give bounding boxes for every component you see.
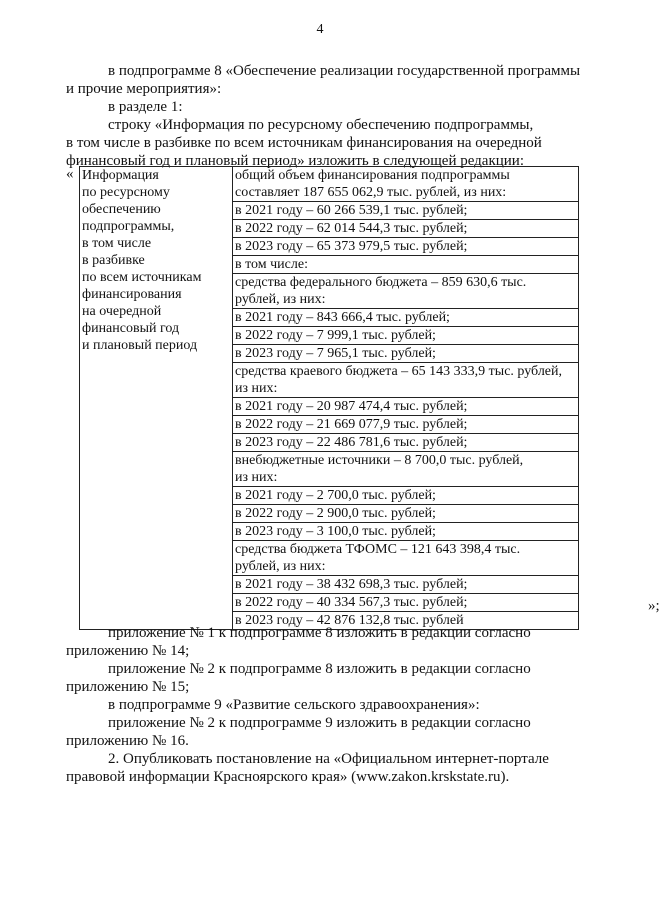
intro-line-2: и прочие мероприятия»: bbox=[66, 81, 222, 97]
right-line: рублей, из них: bbox=[233, 558, 578, 576]
after-p2-line1: приложение № 2 к подпрограмме 8 изложить в редакции согласно bbox=[108, 661, 531, 677]
intro-block bbox=[66, 62, 586, 170]
intro-line-3: в разделе 1: bbox=[108, 99, 183, 115]
right-line: в 2023 году – 42 876 132,8 тыс. рублей bbox=[235, 613, 464, 628]
left-line: и плановый период bbox=[82, 338, 198, 353]
right-line: общий объем финансирования подпрограммы bbox=[235, 168, 510, 183]
right-line: в 2022 году – 62 014 544,3 тыс. рублей; bbox=[233, 220, 578, 238]
after-p4-line1: приложение № 2 к подпрограмме 9 изложить в редакции согласно bbox=[108, 715, 531, 731]
right-line: средства федерального бюджета – 859 630,6 тыс. bbox=[235, 275, 527, 290]
resource-table bbox=[79, 166, 579, 630]
right-line: средства краевого бюджета – 65 143 333,9 тыс. рублей, bbox=[235, 364, 563, 379]
after-block bbox=[66, 624, 586, 786]
right-line: в 2023 году – 65 373 979,5 тыс. рублей; bbox=[233, 238, 578, 256]
right-line: в 2022 году – 7 999,1 тыс. рублей; bbox=[233, 327, 578, 345]
left-line: финансовый год bbox=[82, 321, 180, 336]
right-line: в 2023 году – 22 486 781,6 тыс. рублей; bbox=[233, 434, 578, 452]
after-p3: в подпрограмме 9 «Развитие сельского здравоохранения»: bbox=[108, 697, 480, 713]
right-line: в 2021 году – 843 666,4 тыс. рублей; bbox=[233, 309, 578, 327]
table-row bbox=[80, 167, 579, 630]
right-line: в 2023 году – 7 965,1 тыс. рублей; bbox=[233, 345, 578, 363]
after-p1-line1: приложение № 1 к подпрограмме 8 изложить в редакции согласно bbox=[108, 625, 531, 641]
right-line: рублей, из них: bbox=[233, 291, 578, 309]
after-p2-line2: приложению № 15; bbox=[66, 679, 190, 695]
right-line: из них: bbox=[233, 469, 578, 487]
right-line: в 2022 году – 2 900,0 тыс. рублей; bbox=[233, 505, 578, 523]
right-line: в 2021 году – 20 987 474,4 тыс. рублей; bbox=[233, 398, 578, 416]
right-line: в 2022 году – 40 334 567,3 тыс. рублей; bbox=[233, 594, 578, 612]
after-p4-line2: приложению № 16. bbox=[66, 733, 189, 749]
right-line: в 2022 году – 21 669 077,9 тыс. рублей; bbox=[233, 416, 578, 434]
intro-line-6: финансовый год и плановый период» изложить в следующей редакции: bbox=[66, 153, 525, 169]
left-line: подпрограммы, bbox=[82, 219, 175, 234]
left-line: по ресурсному bbox=[82, 185, 170, 200]
intro-line-1: в подпрограмме 8 «Обеспечение реализации государственной программы bbox=[108, 63, 581, 79]
right-cell bbox=[233, 167, 579, 630]
left-line: Информация bbox=[82, 168, 159, 183]
right-line: составляет 187 655 062,9 тыс. рублей, из них: bbox=[233, 184, 578, 202]
left-line: в том числе bbox=[82, 236, 152, 251]
left-line: обеспечению bbox=[82, 202, 161, 217]
page-number: 4 bbox=[316, 22, 324, 37]
after-p1-line2: приложению № 14; bbox=[66, 643, 190, 659]
close-quote: »; bbox=[648, 598, 660, 614]
right-line: средства бюджета ТФОМС – 121 643 398,4 тыс. bbox=[235, 542, 521, 557]
intro-line-5: в том числе в разбивке по всем источникам финансирования на очередной bbox=[66, 135, 542, 151]
right-line: в 2021 году – 2 700,0 тыс. рублей; bbox=[233, 487, 578, 505]
right-line: в 2021 году – 60 266 539,1 тыс. рублей; bbox=[233, 202, 578, 220]
after-p5-line1: 2. Опубликовать постановление на «Официальном интернет-портале bbox=[108, 751, 549, 767]
left-line: на очередной bbox=[82, 304, 162, 319]
left-line: финансирования bbox=[82, 287, 182, 302]
after-p5-line2: правовой информации Красноярского края» (www.zakon.krskstate.ru). bbox=[66, 769, 510, 785]
right-line: из них: bbox=[233, 380, 578, 398]
left-line: по всем источникам bbox=[82, 270, 202, 285]
right-line: в 2023 году – 3 100,0 тыс. рублей; bbox=[233, 523, 578, 541]
left-line: в разбивке bbox=[82, 253, 145, 268]
right-line: внебюджетные источники – 8 700,0 тыс. рублей, bbox=[235, 453, 524, 468]
right-line: в 2021 году – 38 432 698,3 тыс. рублей; bbox=[233, 576, 578, 594]
intro-line-4: строку «Информация по ресурсному обеспечению подпрограммы, bbox=[108, 117, 534, 133]
left-cell bbox=[80, 167, 233, 630]
right-line: в том числе: bbox=[233, 256, 578, 274]
open-quote: « bbox=[66, 166, 74, 182]
